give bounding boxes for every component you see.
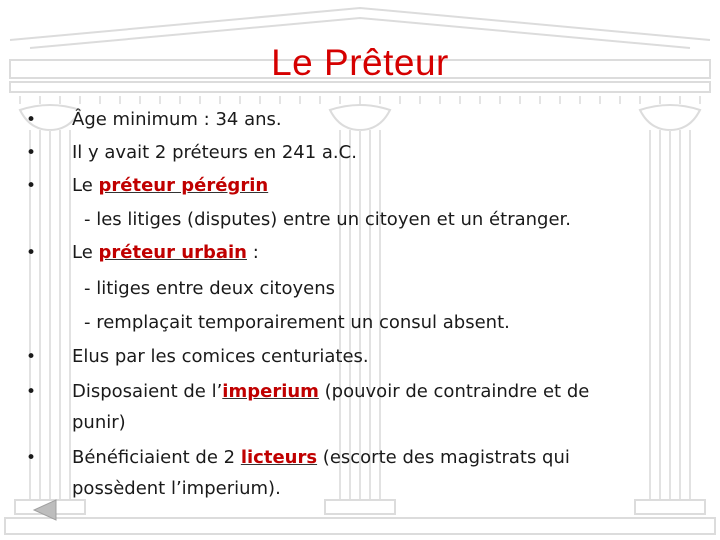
triangle-left-icon[interactable] <box>30 498 58 522</box>
term-link-licteurs[interactable]: licteurs <box>240 447 318 468</box>
list-subitem: - remplaçait temporairement un consul absent. <box>84 312 510 333</box>
list-subitem: - les litiges (disputes) entre un citoyen et un étranger. <box>84 209 572 230</box>
list-item-suffix: : <box>246 242 259 263</box>
list-item-prefix: Disposaient de l’ <box>72 381 223 402</box>
bullet-marker: • <box>26 243 37 263</box>
term-link-preteur-urbain[interactable]: préteur urbain <box>98 242 247 263</box>
bullet-marker: • <box>26 143 37 163</box>
list-item-continuation: possèdent l’imperium). <box>72 478 281 499</box>
list-item-continuation: punir) <box>72 412 126 433</box>
list-item-prefix: Bénéficiaient de 2 <box>72 447 241 468</box>
list-item-prefix: Le <box>72 175 99 196</box>
list-subitem: - litiges entre deux citoyens <box>84 278 335 299</box>
bullet-marker: • <box>26 382 37 402</box>
list-item-suffix: (pouvoir de contraindre et de <box>318 381 590 402</box>
bullet-marker: • <box>26 448 37 468</box>
term-link-imperium[interactable]: imperium <box>222 381 319 402</box>
list-item: Âge minimum : 34 ans. <box>72 109 282 130</box>
term-link-preteur-peregrin[interactable]: préteur pérégrin <box>98 175 269 196</box>
list-item <box>72 242 259 263</box>
bullet-marker: • <box>26 347 37 367</box>
bullet-marker: • <box>26 110 37 130</box>
bullet-marker: • <box>26 176 37 196</box>
list-item-suffix: (escorte des magistrats qui <box>317 447 570 468</box>
list-item: Elus par les comices centuriates. <box>72 346 369 367</box>
list-item: Il y avait 2 préteurs en 241 a.C. <box>72 142 357 163</box>
list-item-prefix: Le <box>72 242 99 263</box>
list-item <box>72 447 570 468</box>
list-item <box>72 381 589 402</box>
slide-title: Le Prêteur <box>271 42 449 83</box>
list-item <box>72 175 268 196</box>
